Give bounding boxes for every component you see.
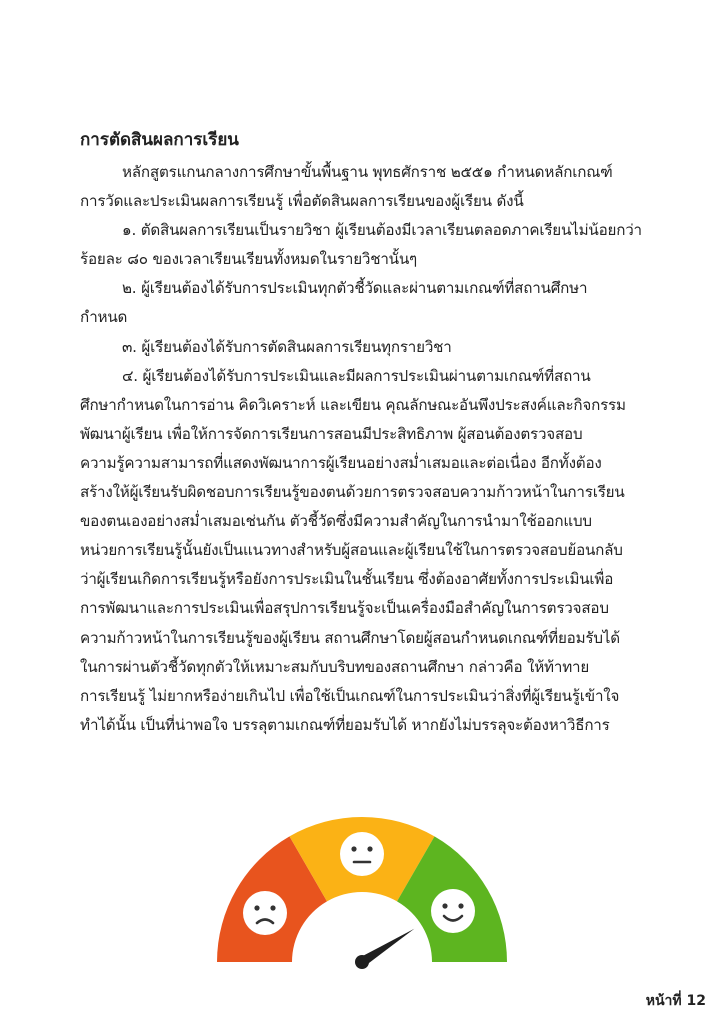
item-4-line: ว่าผู้เรียนเกิดการเรียนรู้หรือยังการประเมินในชั้นเรียน ซึ่งต้องอาศัยทั้งการประเมินเพื่อ bbox=[80, 570, 614, 589]
intro-line: หลักสูตรแกนกลางการศึกษาขั้นพื้นฐาน พุทธศักราช ๒๕๕๑ กำหนดหลักเกณฑ์ bbox=[122, 163, 613, 181]
item-4-line: ทำได้นั้น เป็นที่น่าพอใจ บรรลุตามเกณฑ์ที่ยอมรับได้ หากยังไม่บรรลุจะต้องหาวิธีการ bbox=[80, 715, 610, 734]
item-4-line: การพัฒนาและการประเมินเพื่อสรุปการเรียนรู้จะเป็นเครื่องมือสำคัญในการตรวจสอบ bbox=[80, 599, 609, 618]
item-3-line: ๓. ผู้เรียนต้องได้รับการตัดสินผลการเรียนทุกรายวิชา bbox=[122, 337, 452, 356]
happy-face-icon bbox=[431, 889, 475, 933]
item-2-line: กำหนด bbox=[80, 308, 128, 327]
item-4-line: ๔. ผู้เรียนต้องได้รับการประเมินและมีผลการประเมินผ่านตามเกณฑ์ที่สถาน bbox=[122, 366, 591, 385]
page-number: หน้าที่ 12 bbox=[645, 993, 706, 1009]
sad-face-icon bbox=[243, 891, 287, 935]
item-4-line: การเรียนรู้ ไม่ยากหรือง่ายเกินไป เพื่อใช้เป็นเกณฑ์ในการประเมินว่าสิ่งที่ผู้เรียนรู้เข้าใจ bbox=[80, 686, 620, 705]
body-text bbox=[80, 158, 654, 740]
item-4-line: ความรู้ความสามารถที่แสดงพัฒนาการผู้เรียนอย่างสม่ำเสมอและต่อเนื่อง อีกทั้งต้อง bbox=[80, 453, 602, 472]
item-4-line: ศึกษากำหนดในการอ่าน คิดวิเคราะห์ และเขียน คุณลักษณะอันพึงประสงค์และกิจกรรม bbox=[80, 395, 626, 414]
item-4-line: ความก้าวหน้าในการเรียนรู้ของผู้เรียน สถานศึกษาโดยผู้สอนกำหนดเกณฑ์ที่ยอมรับได้ bbox=[80, 628, 620, 647]
item-4-line: สร้างให้ผู้เรียนรับผิดชอบการเรียนรู้ของตนด้วยการตรวจสอบความก้าวหน้าในการเรียน bbox=[80, 483, 625, 502]
intro-line: การวัดและประเมินผลการเรียนรู้ เพื่อตัดสินผลการเรียนของผู้เรียน ดังนี้ bbox=[80, 192, 524, 211]
section-heading: การตัดสินผลการเรียน bbox=[80, 130, 239, 150]
satisfaction-gauge-illustration bbox=[217, 812, 507, 972]
item-4-line: พัฒนาผู้เรียน เพื่อให้การจัดการเรียนการสอนมีประสิทธิภาพ ผู้สอนต้องตรวจสอบ bbox=[80, 424, 583, 443]
item-4-line: ในการผ่านตัวชี้วัดทุกตัวให้เหมาะสมกับบริบทของสถานศึกษา กล่าวคือ ให้ท้าทาย bbox=[80, 657, 590, 676]
gauge-needle bbox=[355, 929, 414, 969]
item-4-line: หน่วยการเรียนรู้นั้นยังเป็นแนวทางสำหรับผู้สอนและผู้เรียนใช้ในการตรวจสอบย้อนกลับ bbox=[80, 541, 623, 560]
item-1-line: ๑. ตัดสินผลการเรียนเป็นรายวิชา ผู้เรียนต้องมีเวลาเรียนตลอดภาคเรียนไม่น้อยกว่า bbox=[122, 221, 642, 240]
item-4-line: ของตนเองอย่างสม่ำเสมอเช่นกัน ตัวชี้วัดซึ่งมีความสำคัญในการนำมาใช้ออกแบบ bbox=[80, 512, 592, 531]
item-1-line: ร้อยละ ๘๐ ของเวลาเรียนเรียนทั้งหมดในรายวิชานั้นๆ bbox=[80, 250, 417, 269]
item-2-line: ๒. ผู้เรียนต้องได้รับการประเมินทุกตัวชี้วัดและผ่านตามเกณฑ์ที่สถานศึกษา bbox=[122, 279, 588, 298]
neutral-face-icon bbox=[340, 832, 384, 876]
